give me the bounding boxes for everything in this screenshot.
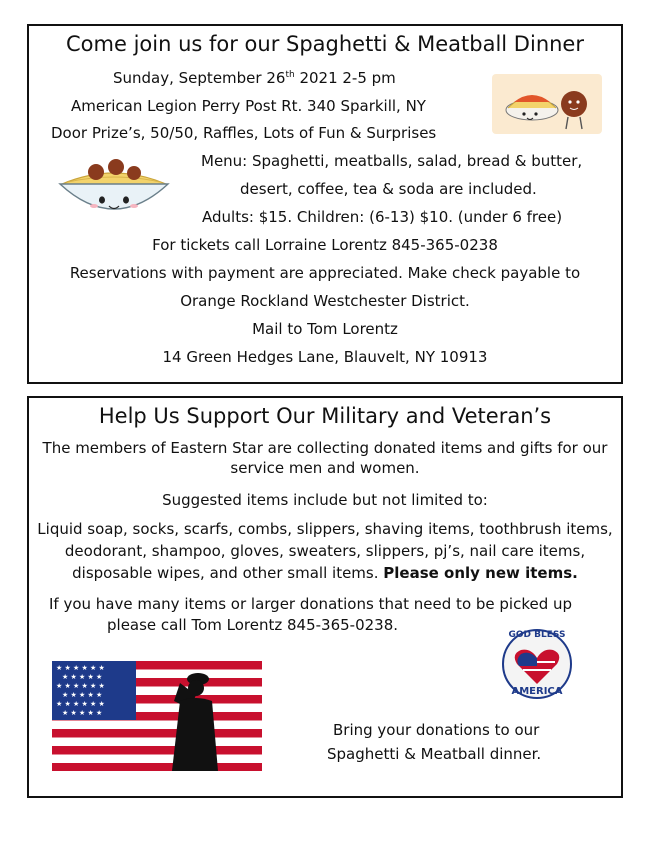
military-support-section bbox=[27, 396, 623, 798]
support-intro: The members of Eastern Star are collecting donated items and gifts for our service men and women. bbox=[42, 439, 608, 477]
badge-bottom-text: AMERICA bbox=[511, 686, 563, 697]
spaghetti-meatball-illustration bbox=[492, 74, 602, 134]
spaghetti-bowl-illustration bbox=[54, 154, 174, 226]
god-bless-america-badge bbox=[499, 626, 575, 702]
badge-top-text: GOD BLESS bbox=[508, 630, 566, 640]
items-emphasis: Please only new items. bbox=[383, 564, 578, 582]
bring-donations-line2: Spaghetti & Meatball dinner. bbox=[327, 745, 542, 763]
dinner-title: Come join us for our Spaghetti & Meatball Dinner bbox=[66, 32, 584, 56]
dinner-menu-line2: desert, coffee, tea & soda are included. bbox=[240, 180, 537, 198]
svg-text:★ ★ ★ ★ ★ ★: ★ ★ ★ ★ ★ ★ bbox=[56, 700, 105, 708]
date-text: Sunday, September 26 bbox=[113, 69, 286, 87]
dinner-menu-line1: Menu: Spaghetti, meatballs, salad, bread & butter, bbox=[201, 152, 583, 170]
dinner-address: 14 Green Hedges Lane, Blauvelt, NY 10913 bbox=[162, 348, 488, 366]
flag-soldier-illustration bbox=[52, 661, 262, 771]
support-title: Help Us Support Our Military and Veteran’s bbox=[98, 404, 552, 428]
dinner-flyer-section bbox=[27, 24, 623, 384]
svg-text:★ ★ ★ ★ ★: ★ ★ ★ ★ ★ bbox=[62, 673, 103, 681]
support-items bbox=[29, 518, 621, 584]
date-time-text: 2021 2-5 pm bbox=[294, 69, 396, 87]
dinner-reservations-line1: Reservations with payment are appreciated. Make check payable to bbox=[69, 264, 581, 282]
svg-text:★ ★ ★ ★ ★ ★: ★ ★ ★ ★ ★ ★ bbox=[56, 664, 105, 672]
dinner-mail-to: Mail to Tom Lorentz bbox=[252, 320, 398, 338]
svg-text:★ ★ ★ ★ ★: ★ ★ ★ ★ ★ bbox=[62, 709, 103, 717]
svg-text:★ ★ ★ ★ ★: ★ ★ ★ ★ ★ bbox=[62, 691, 103, 699]
dinner-extras: Door Prize’s, 50/50, Raffles, Lots of Fun & Surprises bbox=[51, 124, 437, 142]
dinner-tickets: For tickets call Lorraine Lorentz 845-365-0238 bbox=[152, 236, 498, 254]
support-pickup-line2: please call Tom Lorentz 845-365-0238. bbox=[107, 616, 399, 634]
items-list-text: Liquid soap, socks, scarfs, combs, slippers, shaving items, toothbrush items, deodorant, shampoo, gloves, sweaters, slippers, pj’s, nail care items, disposable wipes, and other small items. bbox=[37, 520, 613, 582]
bring-donations-line1: Bring your donations to our bbox=[333, 721, 540, 739]
dinner-date bbox=[113, 68, 396, 88]
svg-text:★ ★ ★ ★ ★ ★: ★ ★ ★ ★ ★ ★ bbox=[56, 682, 105, 690]
support-suggested: Suggested items include but not limited to: bbox=[162, 491, 488, 509]
dinner-location: American Legion Perry Post Rt. 340 Sparkill, NY bbox=[71, 97, 426, 115]
support-pickup: If you have many items or larger donations that need to be picked up bbox=[49, 595, 573, 613]
dinner-prices: Adults: $15. Children: (6-13) $10. (under 6 free) bbox=[202, 208, 563, 226]
date-ordinal: th bbox=[285, 70, 295, 80]
dinner-reservations-line2: Orange Rockland Westchester District. bbox=[180, 292, 470, 310]
